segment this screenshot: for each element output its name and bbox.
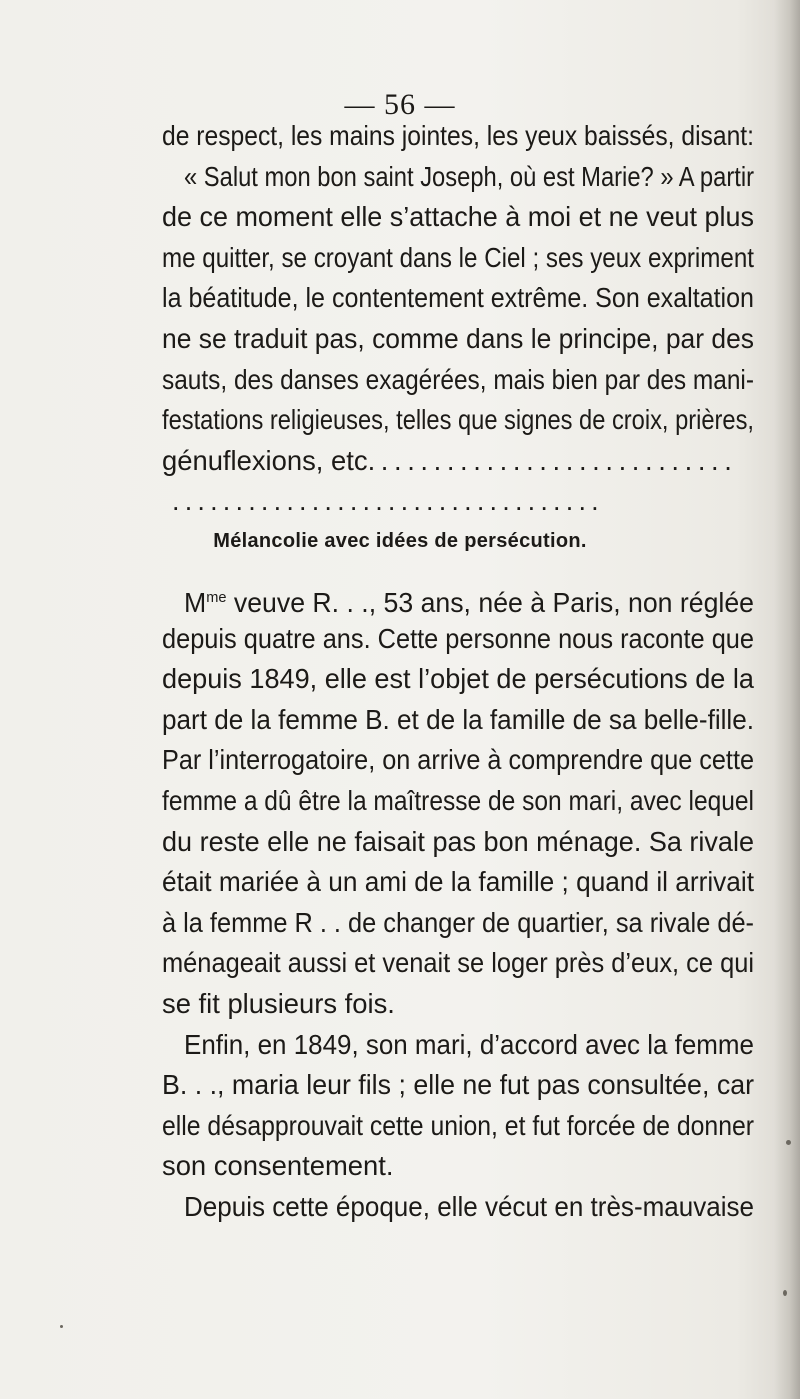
dot-leader: ............................ [367, 444, 738, 476]
text-line: Depuis cette époque, elle vécut en très-mauvaise [184, 1190, 754, 1222]
text-line: Enfin, en 1849, son mari, d’accord avec la femme [184, 1028, 754, 1060]
text-line: depuis 1849, elle est l’objet de persécutions de la [162, 663, 754, 695]
paragraph-2 [162, 578, 754, 1228]
text-line: sauts, des danses exagérées, mais bien par des mani- [162, 363, 754, 395]
text-line-with-dots [162, 441, 754, 482]
paragraph-1 [162, 116, 754, 521]
text-line: son consentement. [162, 1150, 394, 1182]
text-line: de respect, les mains jointes, les yeux baissés, disant: [162, 120, 754, 151]
section-heading: Mélancolie avec idées de persécution. [213, 530, 587, 552]
text-line: femme a dû être la maîtresse de son mari, avec lequel [162, 784, 754, 816]
text-line: de ce moment elle s’attache à moi et ne veut plus [162, 201, 754, 233]
paper-speck [783, 1290, 787, 1296]
text-line: à la femme R . . de changer de quartier, sa rivale dé- [162, 906, 754, 938]
page-number: — 56 — [344, 88, 456, 121]
page-edge-shadow [774, 0, 800, 1399]
text-line: ménageait aussi et venait se loger près d’eux, ce qui [162, 947, 754, 979]
text-line-end: génuflexions, etc [162, 444, 368, 476]
text-line: Par l’interrogatoire, on arrive à comprendre que cette [162, 744, 754, 776]
text-line: B. . ., maria leur fils ; elle ne fut pas consultée, car [162, 1069, 754, 1101]
text-line: « Salut mon bon saint Joseph, où est Marie? » A partir [184, 160, 754, 192]
paper-speck [786, 1140, 791, 1145]
text-line: festations religieuses, telles que signes de croix, prières, [162, 404, 754, 436]
text-line: depuis quatre ans. Cette personne nous raconte que [162, 622, 754, 654]
text-line: était mariée à un ami de la famille ; quand il arrivait [162, 866, 754, 898]
text-line-first [162, 578, 754, 619]
title-abbrev: M [184, 587, 207, 618]
text-line: me quitter, se croyant dans le Ciel ; ses yeux expriment [162, 241, 754, 273]
dot-row: .................................. [172, 486, 604, 517]
title-superscript: me [206, 589, 227, 606]
text-line: du reste elle ne faisait pas bon ménage. Sa rivale [162, 825, 754, 857]
text-line: elle désapprouvait cette union, et fut forcée de donner [162, 1109, 754, 1141]
text-line: part de la femme B. et de la famille de sa belle-fille. [162, 703, 754, 735]
text-line: se fit plusieurs fois. [162, 987, 395, 1019]
paper-speck [60, 1325, 63, 1328]
text-line: ne se traduit pas, comme dans le principe, par des [162, 322, 754, 354]
text-line-rest: veuve R. . ., 53 ans, née à Paris, non réglée [226, 587, 755, 618]
text-line: la béatitude, le contentement extrême. Son exaltation [162, 282, 754, 314]
